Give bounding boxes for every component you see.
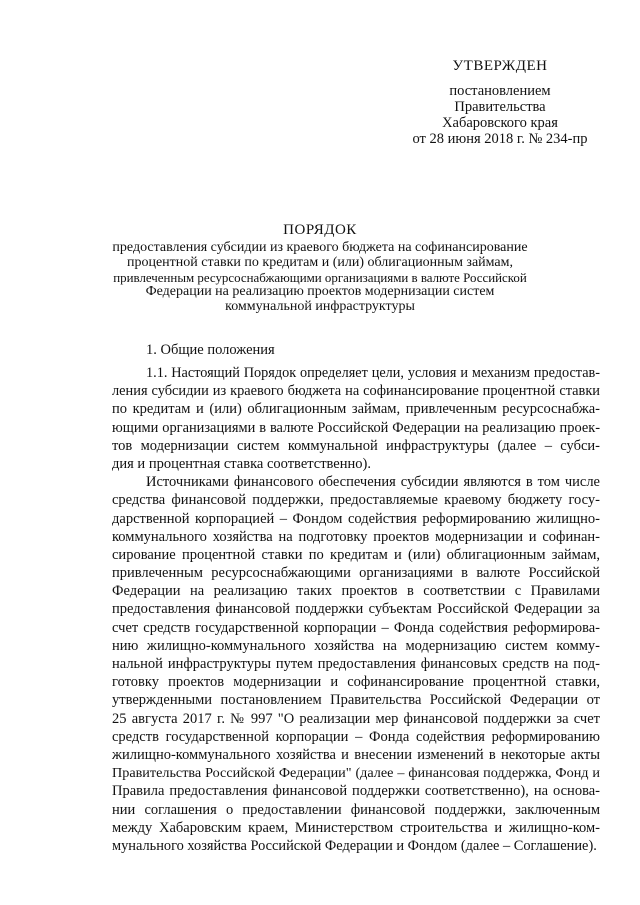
body-line: мунального хозяйства Российской Федерации и Фондом (далее – Соглашение).	[112, 837, 597, 854]
body-line: дия и процентная ставка соответственно).	[112, 455, 371, 472]
body-line: 1.1. Настоящий Порядок определяет цели, условия и механизм предостав-	[146, 365, 600, 381]
approval-block	[390, 58, 610, 147]
body-line: счет средств государственной корпорации – Фонда содействия реформирова-	[112, 619, 600, 636]
body-line: по кредитам и (или) облигационным займам, привлеченным ресурсоснабжа-	[112, 401, 600, 418]
document-title: ПОРЯДОК	[283, 222, 357, 238]
body-line: ления субсидии из краевого бюджета на софинансирование процентной ставки	[112, 383, 600, 400]
subtitle-line: Федерации на реализацию проектов модернизации систем	[145, 284, 495, 300]
body-line: средства финансовой поддержки, предоставляемые краевому бюджету госу-	[112, 492, 600, 509]
body-line: коммунального хозяйства на подготовку проектов модернизации и софинан-	[112, 528, 600, 545]
body-line: средств государственной корпорации – Фонда содействия реформированию	[112, 728, 600, 745]
approval-line: постановлением	[449, 83, 551, 99]
body-line: Федерации на реализацию таких проектов в соответствии с Правилами	[112, 583, 600, 600]
body-line: привлеченным ресурсоснабжающими организациями в валюте Российской	[112, 565, 600, 582]
body-line: нальной инфраструктуры путем предоставления финансовых средств на под-	[112, 656, 600, 672]
body-line: жилищно-коммунального хозяйства и внесении изменений в некоторые акты	[112, 746, 600, 763]
body-line: ющими организациями в валюте Российской Федерации на реализацию проек-	[112, 419, 600, 436]
document-body	[112, 364, 600, 855]
subtitle-line: процентной ставки по кредитам и (или) облигационным займам,	[126, 254, 514, 270]
approval-line: Правительства	[454, 99, 546, 115]
subtitle-line: привлеченным ресурсоснабжающими организациями в валюте Российской	[113, 269, 527, 285]
document-subtitle	[112, 241, 528, 315]
body-line: готовку проектов модернизации и софинансирование процентной ставки,	[112, 674, 600, 691]
body-line: предоставления финансовой поддержки субъектам Российской Федерации за	[112, 601, 600, 618]
body-line: сирование процентной ставки по кредитам и (или) облигационным займам,	[112, 546, 600, 563]
body-line: Правила предоставления финансовой поддержки соответственно), на основа-	[112, 783, 600, 800]
body-line: утвержденными постановлением Правительства Российской Федерации от	[112, 692, 600, 709]
body-line: тов модернизации систем коммунальной инфраструктуры (далее – субси-	[112, 437, 600, 454]
body-line: 25 августа 2017 г. № 997 "О реализации мер финансовой поддержки за счет	[112, 710, 600, 727]
section-heading: 1. Общие положения	[146, 342, 275, 358]
subtitle-line: предоставления субсидии из краевого бюджета на софинансирование	[112, 240, 528, 255]
approval-line: Хабаровского края	[442, 115, 558, 131]
approval-stamp: УТВЕРЖДЕН	[452, 58, 548, 74]
body-line: Источниками финансового обеспечения субсидии являются в том числе	[146, 474, 600, 491]
body-line: нии соглашения о предоставлении финансовой поддержки, заключенным	[112, 801, 600, 818]
subtitle-line: коммунальной инфраструктуры	[225, 299, 415, 315]
body-line: нию жилищно-коммунального хозяйства на модернизацию систем комму-	[112, 637, 600, 654]
body-line: дарственной корпорацией – Фондом содействия реформированию жилищно-	[112, 510, 600, 527]
approval-date: от 28 июня 2018 г. № 234-пр	[412, 131, 588, 147]
body-line: Правительства Российской Федерации" (далее – финансовая поддержка, Фонд и	[112, 765, 600, 782]
body-line: между Хабаровским краем, Министерством строительства и жилищно-ком-	[112, 819, 600, 836]
